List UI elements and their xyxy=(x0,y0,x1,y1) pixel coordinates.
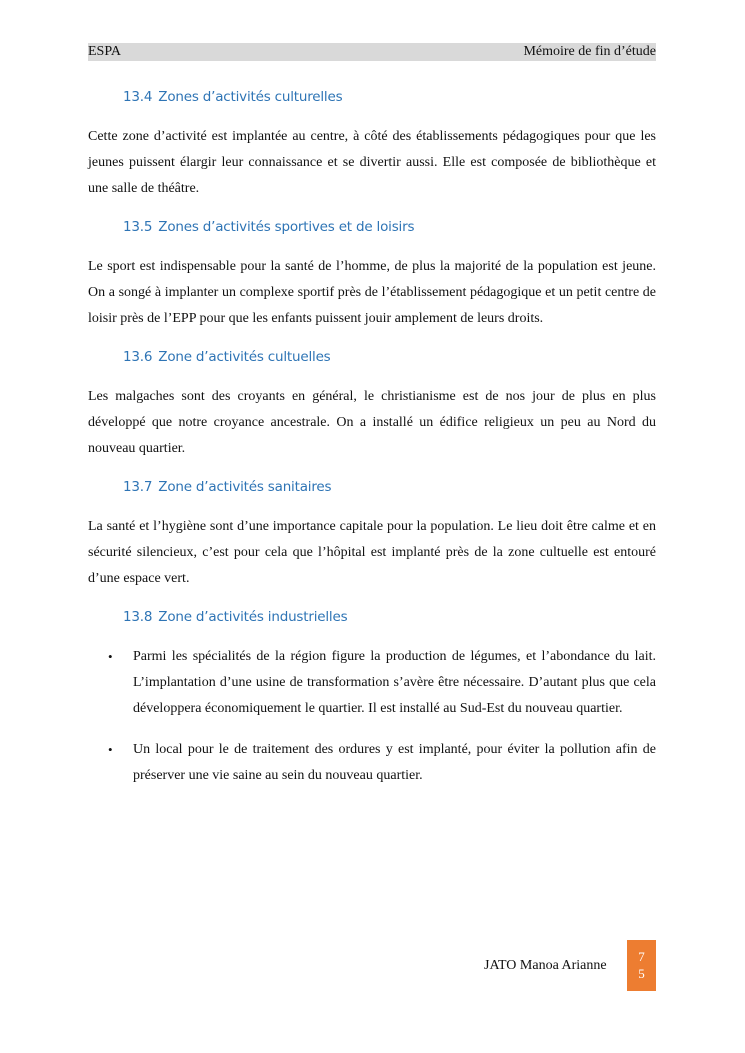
section-number: 13.6 xyxy=(123,349,153,365)
section-paragraph-13-4: Cette zone d’activité est implantée au centre, à côté des établissements pédagogiques pour que les jeunes puissent élargir leur connaissance et se divertir aussi. Elle est composée de bibliothèque et une salle de théâtre. xyxy=(88,129,656,196)
section-heading-13-8 xyxy=(88,604,656,630)
section-heading-13-4 xyxy=(88,84,656,110)
section-heading-13-5 xyxy=(88,214,656,240)
section-paragraph-13-5: Le sport est indispensable pour la santé de l’homme, de plus la majorité de la population est jeune. On a songé à implanter un complexe sportif près de l’établissement pédagogique et un petit centre de loisir près de l’EPP pour que les enfants puissent jouir amplement de leurs droits. xyxy=(88,259,656,326)
section-heading-13-6 xyxy=(88,344,656,370)
bullet-icon: • xyxy=(108,742,113,757)
page-number-badge xyxy=(627,940,656,991)
page-content xyxy=(88,84,656,804)
list-item xyxy=(88,737,656,789)
section-number: 13.5 xyxy=(123,219,153,235)
header-document-title: Mémoire de fin d’étude xyxy=(523,44,656,59)
page-number-digit: 5 xyxy=(638,966,645,981)
bullet-icon: • xyxy=(108,649,113,664)
header-institution: ESPA xyxy=(88,44,121,59)
section-title: Zone d’activités cultuelles xyxy=(158,349,331,365)
section-title: Zones d’activités sportives et de loisirs xyxy=(158,219,415,235)
section-number: 13.4 xyxy=(123,89,153,105)
list-item-text: Un local pour le de traitement des ordures y est implanté, pour éviter la pollution afin de préserver une vie saine au sein du nouveau quartier. xyxy=(133,742,656,783)
section-number: 13.8 xyxy=(123,609,153,625)
section-paragraph-13-7: La santé et l’hygiène sont d’une importance capitale pour la population. Le lieu doit être calme et en sécurité silencieux, c’est pour cela que l’hôpital est implanté près de la zone cultuelle est entouré d’une espace vert. xyxy=(88,519,656,586)
list-item xyxy=(88,644,656,722)
section-heading-13-7 xyxy=(88,474,656,500)
section-title: Zone d’activités sanitaires xyxy=(158,479,332,495)
section-title: Zones d’activités culturelles xyxy=(158,89,343,105)
list-item-text: Parmi les spécialités de la région figure la production de légumes, et l’abondance du lait. L’implantation d’une usine de transformation s’avère être nécessaire. D’autant plus que cela développera économiquement le quartier. Il est installé au Sud-Est du nouveau quartier. xyxy=(133,649,656,716)
footer-author: JATO Manoa Arianne xyxy=(484,958,607,973)
page-number-digit: 7 xyxy=(638,949,645,964)
section-title: Zone d’activités industrielles xyxy=(158,609,348,625)
section-paragraph-13-6: Les malgaches sont des croyants en général, le christianisme est de nos jour de plus en plus développé que notre croyance ancestrale. On a installé un édifice religieux un peu au Nord du nouveau quartier. xyxy=(88,389,656,456)
section-number: 13.7 xyxy=(123,479,153,495)
bullet-list xyxy=(88,644,656,789)
page-header xyxy=(88,43,656,61)
